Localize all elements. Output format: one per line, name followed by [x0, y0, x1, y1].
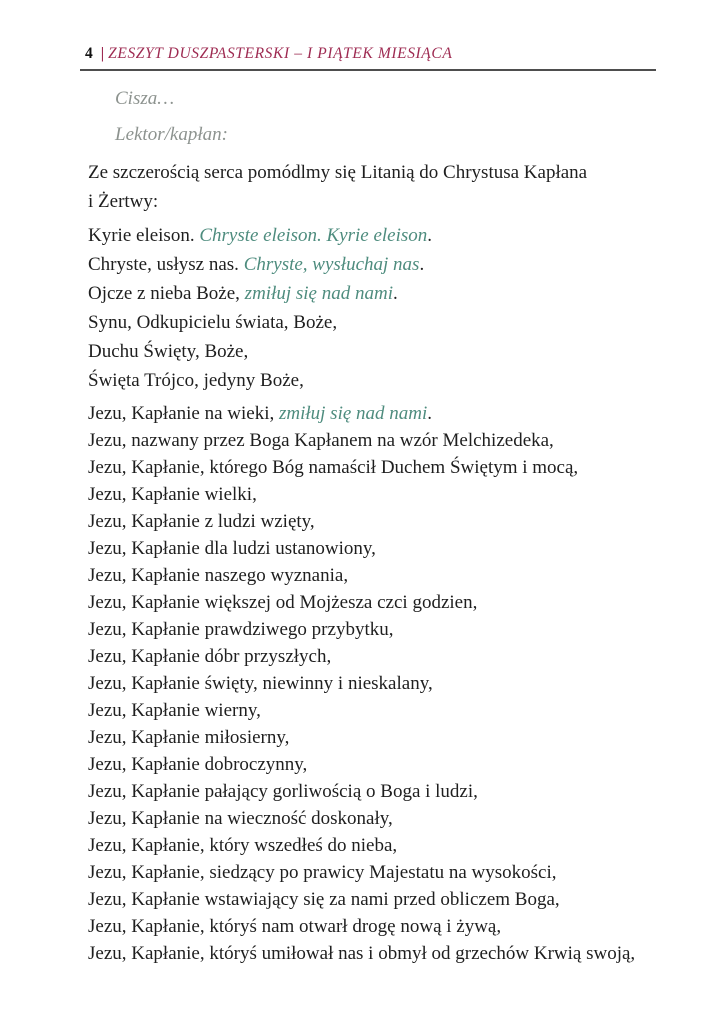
litany-line — [88, 562, 724, 589]
litany-line — [88, 427, 724, 454]
litany-line — [88, 616, 724, 643]
kyrie-line — [88, 250, 724, 279]
invocation-text: Jezu, Kapłanie prawdziwego przybytku, — [88, 619, 394, 640]
header-rule — [80, 69, 656, 71]
invocation-text: . — [427, 225, 433, 246]
response-text: zmiłuj się nad nami — [278, 403, 428, 424]
kyrie-line — [88, 337, 724, 366]
invocation-text: Chryste, usłysz nas. — [88, 254, 244, 275]
invocation-text: Jezu, Kapłanie pałający gorliwością o Boga i ludzi, — [88, 781, 478, 802]
invocation-text: Jezu, Kapłanie miłosierny, — [88, 727, 290, 748]
invocation-text: Jezu, Kapłanie dobroczynny, — [88, 754, 308, 775]
invocation-text: Jezu, Kapłanie wierny, — [88, 700, 261, 721]
invocation-text: Jezu, Kapłanie, któryś nam otwarł drogę nową i żywą, — [88, 916, 502, 937]
rubric-silence: Cisza… — [115, 88, 175, 109]
litany-line — [88, 535, 724, 562]
intro-line — [88, 158, 724, 187]
invocation-text: Jezu, Kapłanie, który wszedłeś do nieba, — [88, 835, 398, 856]
litany-line — [88, 805, 724, 832]
response-text: Chryste eleison. Kyrie eleison — [199, 225, 428, 246]
invocation-text: . — [392, 283, 398, 304]
litany-line — [88, 589, 724, 616]
invocation-text: Jezu, Kapłanie większej od Mojżesza czci godzien, — [88, 592, 478, 613]
page-content — [0, 88, 724, 967]
invocation-text: Ze szczerością serca pomódlmy się Litanią do Chrystusa Kapłana — [88, 162, 588, 183]
litany-line — [88, 886, 724, 913]
running-header — [85, 44, 724, 64]
litany-line — [88, 643, 724, 670]
intro-line — [88, 187, 724, 216]
invocation-text: i Żertwy: — [88, 191, 159, 212]
invocation-text: Jezu, Kapłanie dóbr przyszłych, — [88, 646, 332, 667]
litany-line — [88, 508, 724, 535]
rubric-speaker: Lektor/kapłan: — [115, 124, 228, 145]
page-number: 4 — [85, 45, 93, 62]
litany-block — [88, 400, 724, 967]
invocation-text: Jezu, Kapłanie dla ludzi ustanowiony, — [88, 538, 376, 559]
invocation-text: . — [419, 254, 425, 275]
litany-line — [88, 751, 724, 778]
invocation-text: . — [427, 403, 433, 424]
kyrie-line — [88, 308, 724, 337]
kyrie-line — [88, 366, 724, 395]
invocation-text: Jezu, Kapłanie na wieki, — [88, 403, 279, 424]
header-title: ZESZYT DUSZPASTERSKI – I PIĄTEK MIESIĄCA — [108, 45, 453, 62]
intro-paragraph — [88, 158, 724, 216]
litany-line — [88, 481, 724, 508]
invocation-text: Ojcze z nieba Boże, — [88, 283, 245, 304]
header-separator: | — [100, 45, 105, 62]
litany-line — [88, 670, 724, 697]
litany-line — [88, 832, 724, 859]
litany-line — [88, 940, 724, 967]
kyrie-block — [88, 221, 724, 395]
litany-line — [88, 778, 724, 805]
invocation-text: Jezu, Kapłanie, któryś umiłował nas i obmył od grzechów Krwią swoją, — [88, 943, 636, 964]
litany-line — [88, 913, 724, 940]
kyrie-line — [88, 279, 724, 308]
litany-line — [88, 724, 724, 751]
litany-line — [88, 454, 724, 481]
invocation-text: Duchu Święty, Boże, — [88, 341, 249, 362]
invocation-text: Jezu, Kapłanie święty, niewinny i nieskalany, — [88, 673, 433, 694]
litany-line — [88, 400, 724, 427]
kyrie-line — [88, 221, 724, 250]
invocation-text: Synu, Odkupicielu świata, Boże, — [88, 312, 338, 333]
invocation-text: Kyrie eleison. — [88, 225, 200, 246]
invocation-text: Jezu, Kapłanie na wieczność doskonały, — [88, 808, 393, 829]
invocation-text: Jezu, Kapłanie wielki, — [88, 484, 257, 505]
invocation-text: Jezu, Kapłanie, którego Bóg namaścił Duchem Świętym i mocą, — [88, 457, 579, 478]
invocation-text: Jezu, Kapłanie wstawiający się za nami przed obliczem Boga, — [88, 889, 560, 910]
invocation-text: Jezu, Kapłanie naszego wyznania, — [88, 565, 349, 586]
response-text: zmiłuj się nad nami — [244, 283, 393, 304]
litany-line — [88, 859, 724, 886]
invocation-text: Jezu, Kapłanie z ludzi wzięty, — [88, 511, 315, 532]
invocation-text: Święta Trójco, jedyny Boże, — [88, 370, 304, 391]
invocation-text: Jezu, Kapłanie, siedzący po prawicy Majestatu na wysokości, — [88, 862, 557, 883]
litany-line — [88, 697, 724, 724]
response-text: Chryste, wysłuchaj nas — [243, 254, 420, 275]
invocation-text: Jezu, nazwany przez Boga Kapłanem na wzór Melchizedeka, — [88, 430, 554, 451]
